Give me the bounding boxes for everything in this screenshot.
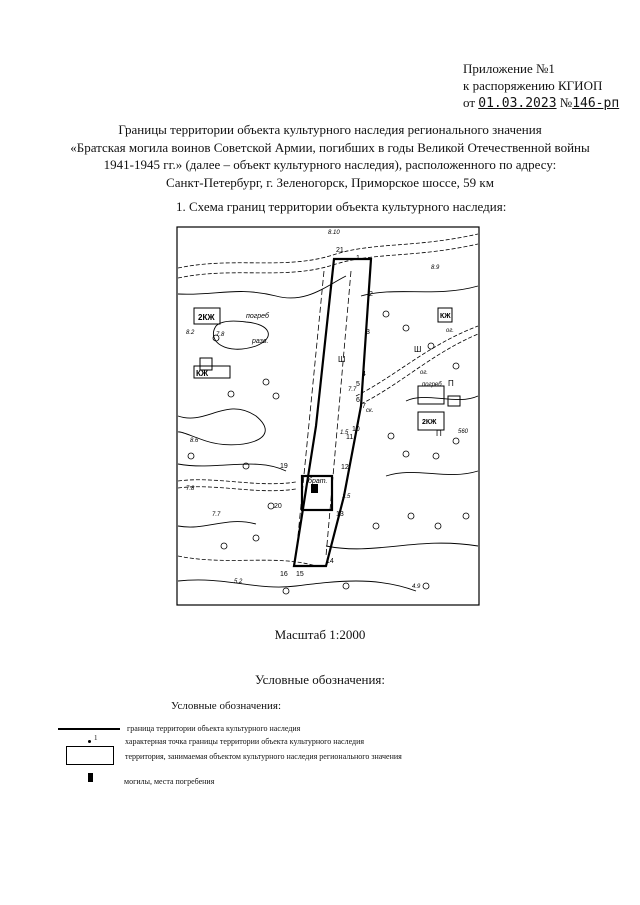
- height-3: 8.9: [431, 265, 440, 271]
- legend-item-territory: территория, занимаемая объектом культурного наследия регионального значения: [125, 752, 402, 761]
- appendix-header: [463, 60, 619, 112]
- height-9: 4.9: [412, 584, 421, 590]
- point-21: 21: [336, 247, 344, 254]
- boundary-scheme-map: [176, 226, 480, 606]
- legend-symbol-boundary: [58, 728, 120, 730]
- point-20: 20: [274, 503, 282, 510]
- height-4: 7.8: [216, 332, 225, 338]
- legend-symbol-grave: [88, 773, 93, 782]
- height-2: 8.2: [186, 330, 195, 336]
- point-12: 12: [341, 464, 349, 471]
- legend-symbol-point: [88, 740, 91, 743]
- height-5: 8.6: [190, 438, 199, 444]
- height-11: 7.8: [186, 486, 195, 492]
- document-title: [40, 121, 620, 191]
- appendix-order: к распоряжению КГИОП: [463, 78, 603, 93]
- appendix-number: Приложение №1: [463, 61, 555, 76]
- legend-item-point: характерная точка границы территории объекта культурного наследия: [125, 737, 365, 746]
- height-8: 5.2: [234, 579, 243, 585]
- label-pogreb-2: погреб: [422, 382, 442, 388]
- height-1: 8.10: [328, 230, 340, 236]
- label-og-2: ог.: [446, 328, 454, 334]
- territory-mark-3: П: [448, 379, 454, 388]
- title-line-4: Санкт-Петербург, г. Зеленогорск, Приморское шоссе, 59 км: [166, 174, 494, 190]
- point-10: 10: [352, 426, 360, 433]
- legend-item-boundary: граница территории объекта культурного наследия: [127, 724, 301, 733]
- label-kzh-2: КЖ: [196, 369, 209, 378]
- label-kzh-3: 2КЖ: [422, 419, 437, 426]
- height-7: 7.7: [212, 512, 221, 518]
- appendix-date-line: [463, 94, 619, 112]
- label-kzh-1: 2КЖ: [198, 313, 215, 322]
- point-15: 15: [296, 571, 304, 578]
- legend-subheading: Условные обозначения:: [171, 700, 282, 712]
- point-16: 16: [280, 571, 288, 578]
- legend-symbol-point-label: 1: [94, 734, 98, 742]
- point-14: 14: [326, 558, 334, 565]
- appendix-date-prefix: от: [463, 95, 476, 110]
- point-2: 2: [369, 291, 373, 298]
- legend-heading: Условные обозначения:: [254, 672, 386, 687]
- label-sk: ск.: [366, 408, 374, 414]
- section-heading: 1. Схема границ территории объекта культурного наследия:: [176, 199, 507, 214]
- point-7: 7: [362, 403, 366, 410]
- label-kzh-4: КЖ: [440, 313, 451, 320]
- label-og-1: ог.: [420, 370, 428, 376]
- legend-symbol-territory: [66, 746, 114, 765]
- grave-marker: [311, 484, 318, 493]
- appendix-order-number: 146-рп: [572, 96, 620, 111]
- point-3: 3: [366, 329, 370, 336]
- territory-mark-2: Ш: [414, 345, 422, 354]
- title-line-1: Границы территории объекта культурного наследия регионального значения: [118, 122, 542, 137]
- point-13: 13: [336, 511, 344, 518]
- label-brat: брат.: [308, 478, 328, 485]
- legend-item-grave: могилы, места погребения: [124, 777, 215, 786]
- appendix-date: 01.03.2023: [478, 96, 557, 111]
- title-line-3: 1941-1945 гг.» (далее – объект культурного наследия), расположенного по адресу:: [103, 157, 557, 172]
- height-10: 560: [458, 429, 469, 435]
- point-6: 6: [356, 397, 360, 404]
- height-6: 7.7: [348, 387, 357, 393]
- point-5: 5: [356, 381, 360, 388]
- point-19: 19: [280, 463, 288, 470]
- title-line-2: «Братская могила воинов Советской Армии, погибших в годы Великой Отечественной войны: [70, 139, 590, 155]
- appendix-num-prefix: №: [559, 95, 573, 110]
- territory-mark-4: П: [436, 429, 442, 438]
- point-1: 1: [356, 255, 360, 262]
- label-razv: разв.: [252, 338, 269, 345]
- territory-mark-1: Ш: [338, 355, 346, 364]
- map-scale: Масштаб 1:2000: [274, 627, 366, 642]
- label-hollow-1: 1.5: [340, 430, 349, 436]
- point-11: 11: [346, 434, 354, 441]
- point-4: 4: [362, 371, 366, 378]
- label-pogreb-1: погреб: [246, 313, 269, 320]
- label-hollow-2: 1.5: [342, 494, 351, 500]
